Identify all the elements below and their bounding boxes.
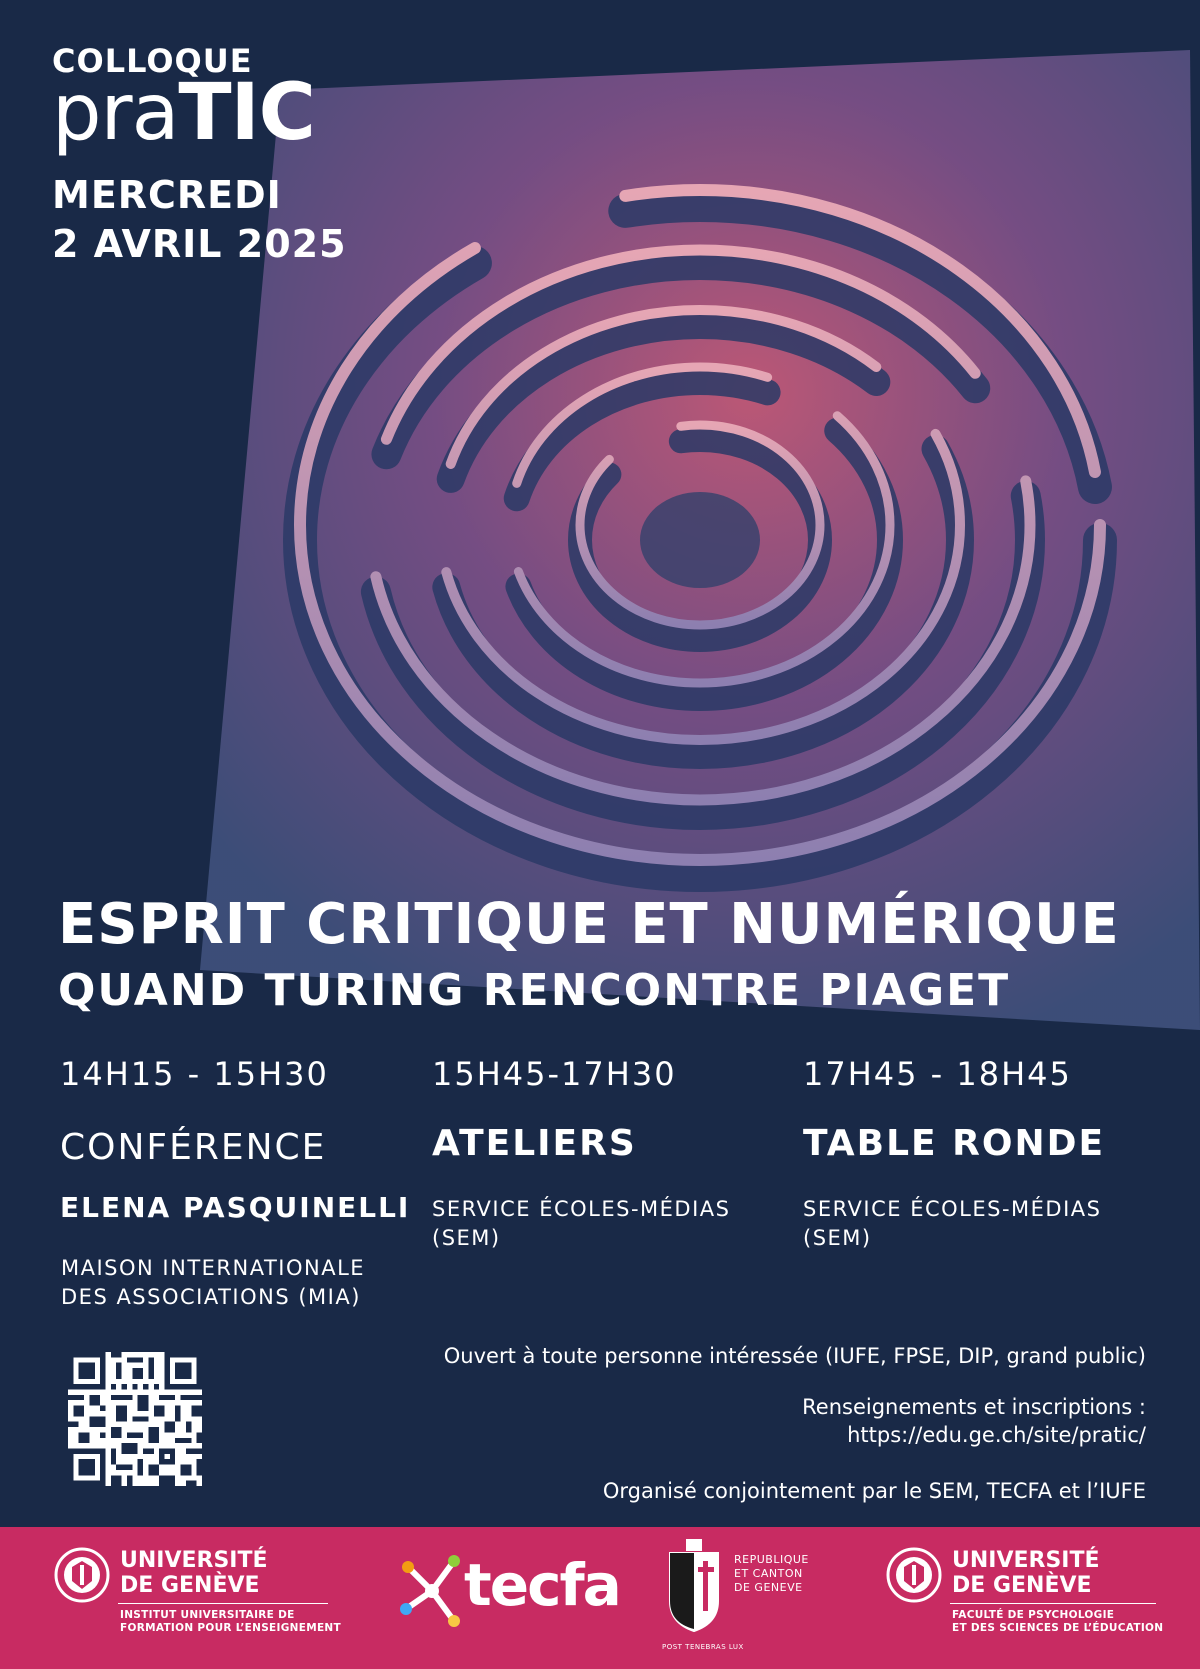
session-1-place: MAISON INTERNATIONALE DES ASSOCIATIONS (MIA)	[61, 1256, 366, 1309]
subtitle: QUAND TURING RENCONTRE PIAGET	[58, 965, 1011, 1016]
unige-seal-icon	[886, 1547, 942, 1603]
geneve-motto: POST TENEBRAS LUX	[662, 1643, 744, 1651]
unige-fpse-sub-line1: FACULTÉ DE PSYCHOLOGIE	[952, 1609, 1115, 1621]
unige-fpse-sub-line2: ET DES SCIENCES DE L’ÉDUCATION	[952, 1622, 1164, 1634]
session-3-time: 17H45 - 18H45	[803, 1055, 1072, 1093]
tecfa-wordmark: tecfa	[464, 1551, 620, 1619]
unige-sub-line2: FORMATION POUR L’ENSEIGNEMENT	[120, 1622, 341, 1634]
session-3-title: TABLE RONDE	[803, 1123, 1106, 1164]
pratic-suffix: TIC	[178, 68, 315, 158]
unige-sub-line1: INSTITUT UNIVERSITAIRE DE	[120, 1609, 295, 1621]
unige-name-line2: DE GENÈVE	[120, 1573, 260, 1598]
session-2-title: ATELIERS	[432, 1123, 637, 1164]
registration-label: Renseignements et inscriptions :	[802, 1395, 1146, 1419]
unige-fpse-name-line2: DE GENÈVE	[952, 1573, 1092, 1598]
unige-name-line1: UNIVERSITÉ	[120, 1548, 268, 1573]
session-2-time: 15H45-17H30	[432, 1055, 677, 1093]
labyrinth-artwork	[200, 20, 1200, 1030]
session-2-place: SERVICE ÉCOLES-MÉDIAS (SEM)	[432, 1197, 731, 1250]
session-1-title: CONFÉRENCE	[60, 1127, 327, 1168]
session-1-speaker: ELENA PASQUINELLI	[60, 1191, 411, 1224]
unige-seal-icon	[54, 1547, 110, 1603]
event-date: 2 AVRIL 2025	[52, 222, 347, 266]
registration-url[interactable]: https://edu.ge.ch/site/pratic/	[847, 1423, 1146, 1447]
unige-iufe-logo[interactable]	[54, 1547, 341, 1647]
geneva-coat-of-arms-icon	[662, 1539, 726, 1635]
network-icon	[398, 1553, 464, 1629]
main-title: ESPRIT CRITIQUE ET NUMÉRIQUE	[58, 892, 1120, 957]
organizers-text: Organisé conjointement par le SEM, TECFA et l’IUFE	[602, 1479, 1146, 1503]
session-3-place: SERVICE ÉCOLES-MÉDIAS (SEM)	[803, 1197, 1102, 1250]
qr-code[interactable]	[68, 1352, 202, 1486]
colloque-label: COLLOQUE	[52, 42, 253, 80]
geneve-line2: ET CANTON	[734, 1567, 803, 1580]
audience-text: Ouvert à toute personne intéressée (IUFE, FPSE, DIP, grand public)	[443, 1344, 1146, 1368]
pratic-prefix: pra	[52, 68, 179, 158]
geneve-line1: REPUBLIQUE	[734, 1553, 809, 1566]
unige-fpse-divider	[950, 1603, 1156, 1604]
geneve-canton-logo[interactable]	[662, 1535, 832, 1665]
event-day: MERCREDI	[52, 173, 282, 217]
footer-logos-bar	[0, 1527, 1200, 1669]
geneve-line3: DE GENEVE	[734, 1581, 803, 1594]
pratic-logo	[52, 68, 315, 158]
unige-fpse-logo[interactable]	[886, 1547, 1186, 1647]
unige-fpse-name-line1: UNIVERSITÉ	[952, 1548, 1100, 1573]
unige-divider	[118, 1603, 328, 1604]
tecfa-logo[interactable]	[398, 1549, 620, 1639]
session-1-time: 14H15 - 15H30	[60, 1055, 329, 1093]
